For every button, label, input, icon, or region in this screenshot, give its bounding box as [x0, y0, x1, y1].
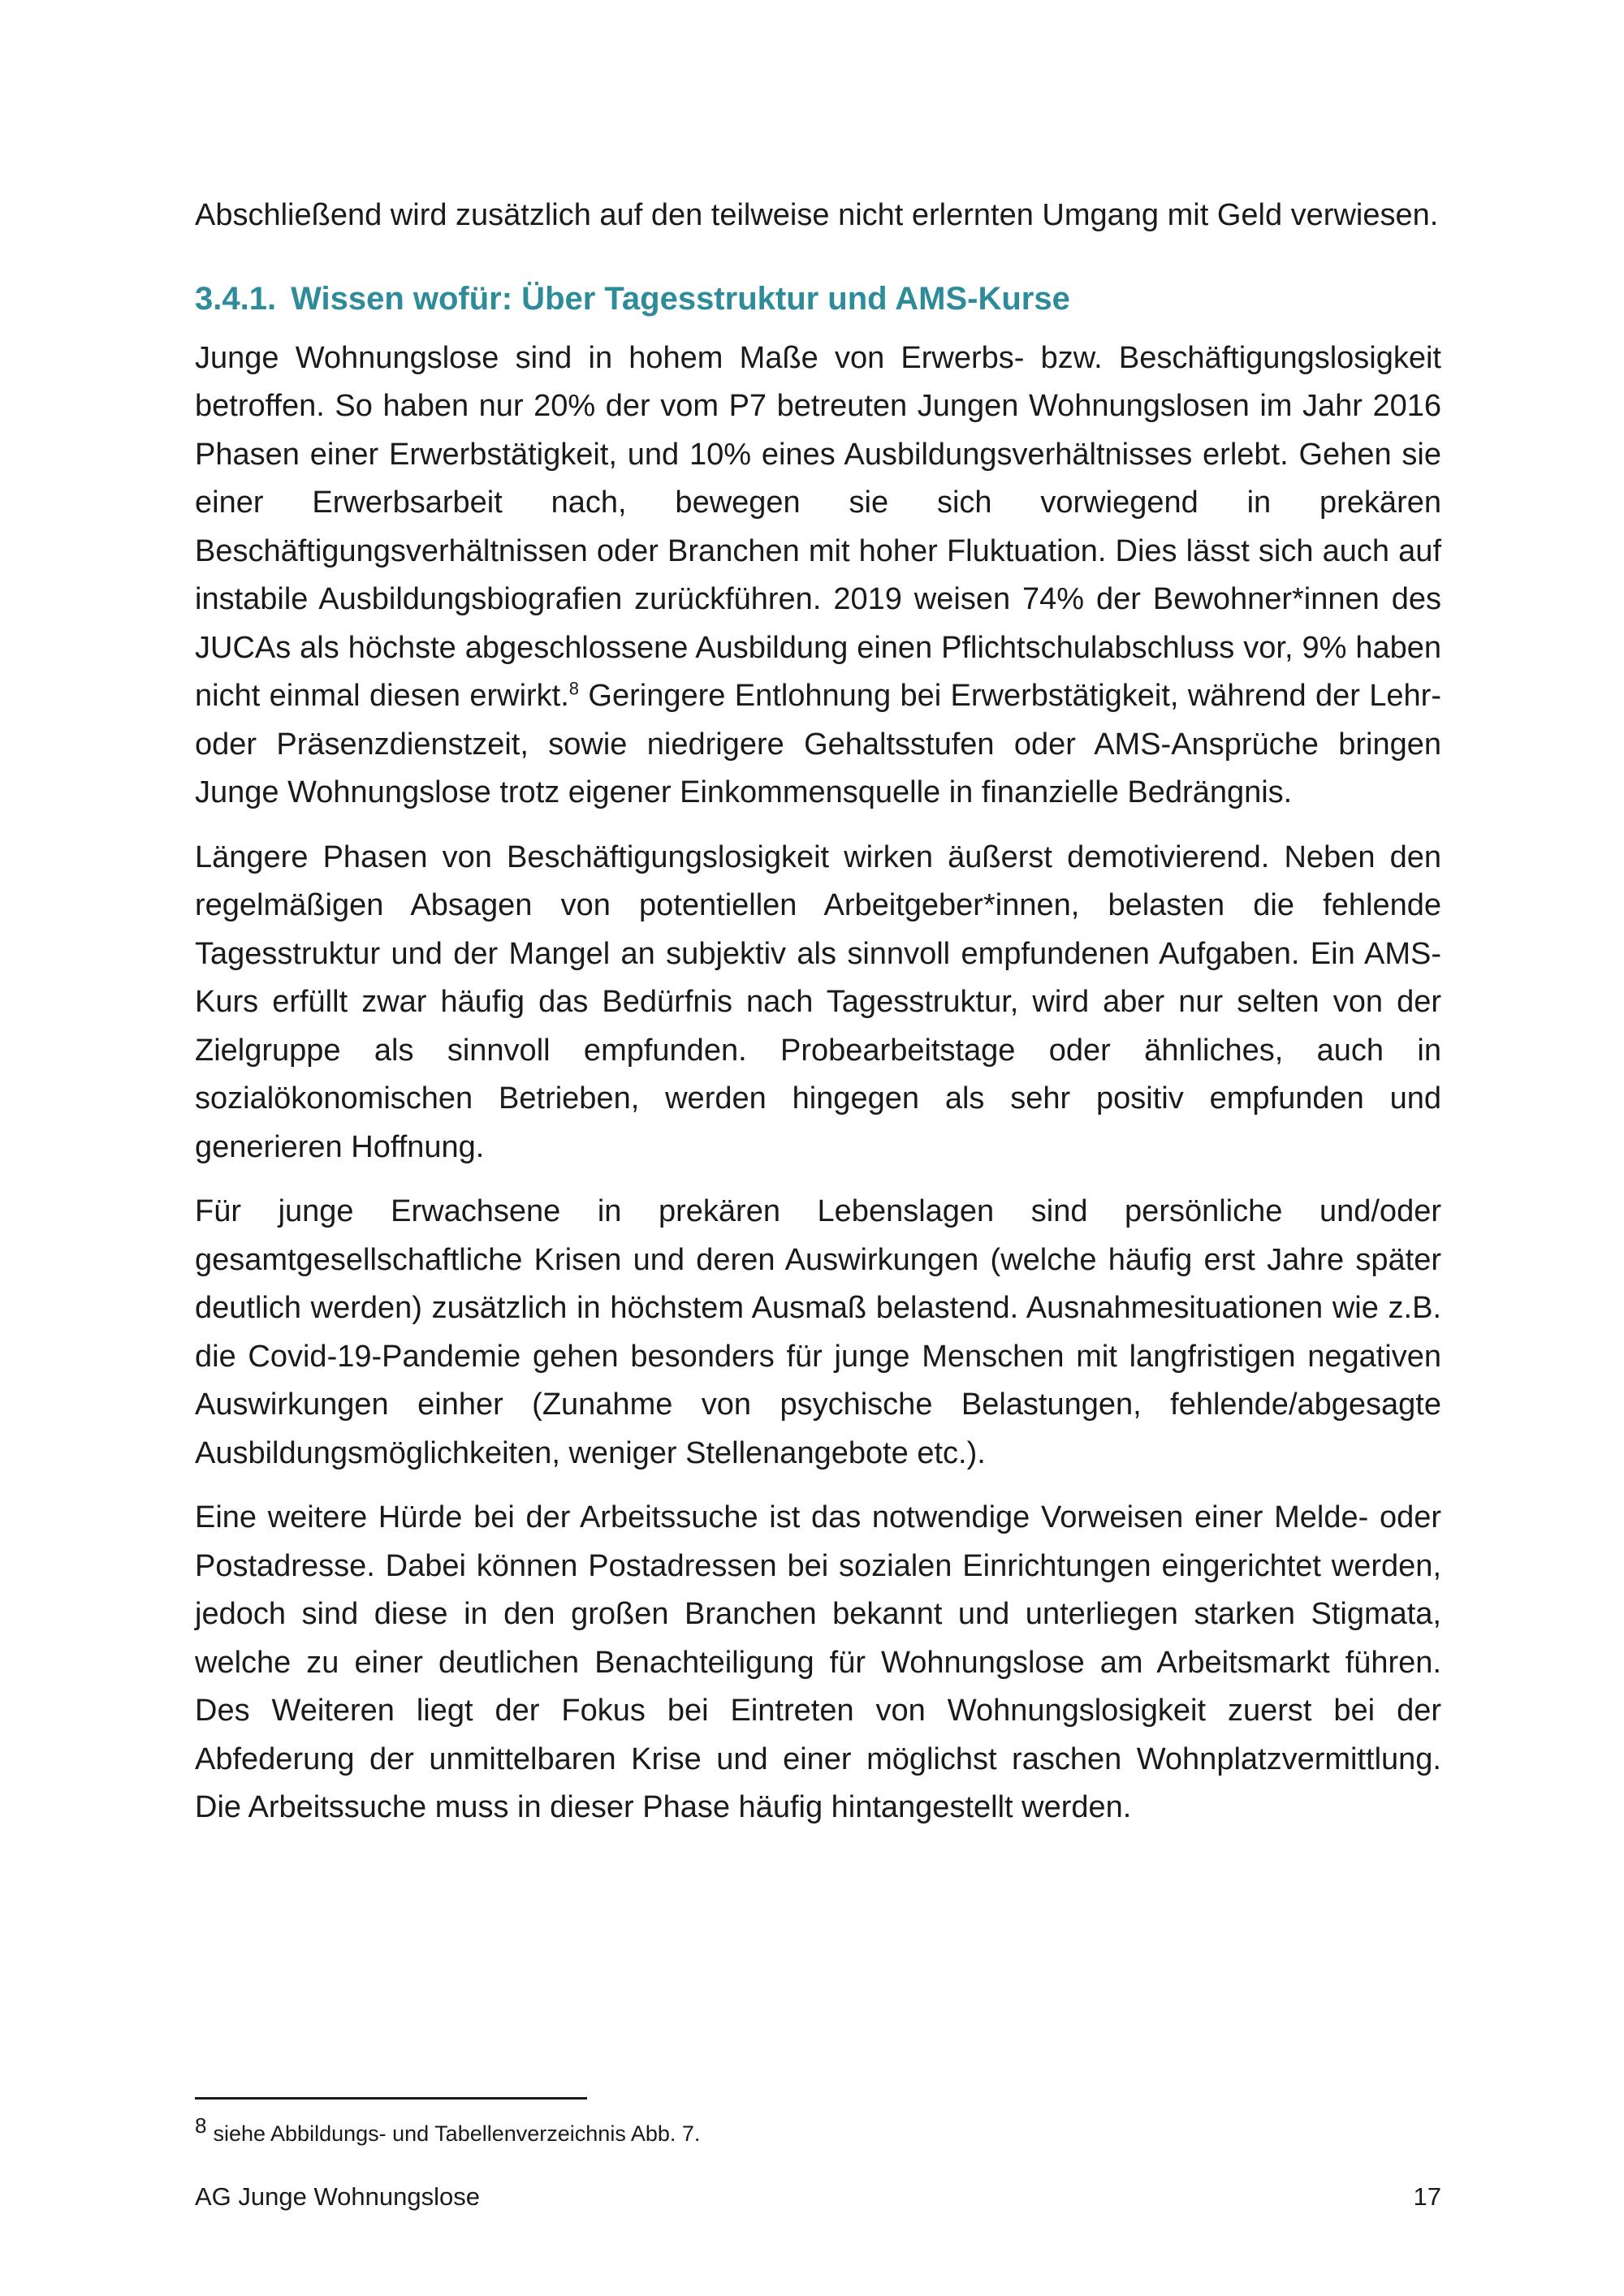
- paragraph-3: Für junge Erwachsene in prekären Lebenslagen sind persönliche und/oder gesamtgesellschaftliche Krisen und deren Auswirkungen (welche häufig erst Jahre später deutlich werden) zusätzlich in höchstem Ausmaß belastend. Ausnahmesituationen wie z.B. die Covid-19-Pandemie gehen besonders für junge Menschen mit langfristigen negativen Auswirkungen einher (Zunahme von psychische Belastungen, fehlende/abgesagte Ausbildungsmöglichkeiten, weniger Stellenangebote etc.).: [195, 1194, 1441, 1470]
- intro-paragraph: Abschließend wird zusätzlich auf den teilweise nicht erlernten Umgang mit Geld verwiesen.: [195, 198, 1439, 232]
- paragraph-1-text: Junge Wohnungslose sind in hohem Maße von Erwerbs- bzw. Beschäftigungslosigkeit betroffen. So haben nur 20% der vom P7 betreuten Jungen Wohnungslosen im Jahr 2016 Phasen einer Erwerbstätigkeit, und 10% eines Ausbildungsverhältnisses erlebt. Gehen sie einer Erwerbsarbeit nach, bewegen sie sich vorwiegend in prekären Beschäftigungsverhältnissen oder Branchen mit hoher Fluktuation. Dies lässt sich auch auf instabile Ausbildungsbiografien zurückführen. 2019 weisen 74% der Bewohner*innen des JUCAs als höchste abgeschlossene Ausbildung einen Pflichtschulabschluss vor, 9% haben nicht einmal diesen erwirkt.: [195, 340, 1441, 713]
- section-heading: [195, 274, 1441, 323]
- page-footer: [195, 2181, 1441, 2213]
- footnote-reference[interactable]: 8: [568, 678, 580, 699]
- footnote-marker: 8: [195, 2113, 207, 2138]
- paragraph-1-text-cont: Geringere Entlohnung bei Erwerbstätigkeit, während der Lehr- oder Präsenzdienstzeit, sowie niedrigere Gehaltsstufen oder AMS-Ansprüche bringen Junge Wohnungslose trotz eigener Einkommensquelle in finanzielle Bedrängnis.: [195, 679, 1441, 809]
- paragraph-2: Längere Phasen von Beschäftigungslosigkeit wirken äußerst demotivierend. Neben den regelmäßigen Absagen von potentiellen Arbeitgeber*innen, belasten die fehlende Tagesstruktur und der Mangel an subjektiv als sinnvoll empfundenen Aufgaben. Ein AMS-Kurs erfüllt zwar häufig das Bedürfnis nach Tagesstruktur, wird aber nur selten von der Zielgruppe als sinnvoll empfunden. Probearbeitstage oder ähnliches, auch in sozialökonomischen Betrieben, werden hingegen als sehr positiv empfunden und generieren Hoffnung.: [195, 839, 1441, 1164]
- footnote-text: siehe Abbildungs- und Tabellenverzeichnis Abb. 7.: [213, 2121, 701, 2146]
- page-body: [195, 192, 1441, 1849]
- page-number: 17: [1413, 2182, 1441, 2211]
- paragraph-4: Eine weitere Hürde bei der Arbeitssuche ist das notwendige Vorweisen einer Melde- oder Postadresse. Dabei können Postadressen bei sozialen Einrichtungen eingerichtet werden, jedoch sind diese in den großen Branchen bekannt und unterliegen starken Stigmata, welche zu einer deutlichen Benachteiligung für Wohnungslose am Arbeitsmarkt führen. Des Weiteren liegt der Fokus bei Eintreten von Wohnungslosigkeit zuerst bei der Abfederung der unmittelbaren Krise und einer möglichst raschen Wohnplatzvermittlung. Die Arbeitssuche muss in dieser Phase häufig hintangestellt werden.: [195, 1500, 1441, 1824]
- paragraph-1: [195, 334, 1441, 818]
- section-title: Wissen wofür: Über Tagesstruktur und AMS-Kurse: [291, 280, 1070, 317]
- section-number: 3.4.1.: [195, 280, 277, 317]
- footnote: [195, 2113, 701, 2148]
- footnote-separator: [195, 2097, 587, 2100]
- footer-title: AG Junge Wohnungslose: [195, 2182, 480, 2211]
